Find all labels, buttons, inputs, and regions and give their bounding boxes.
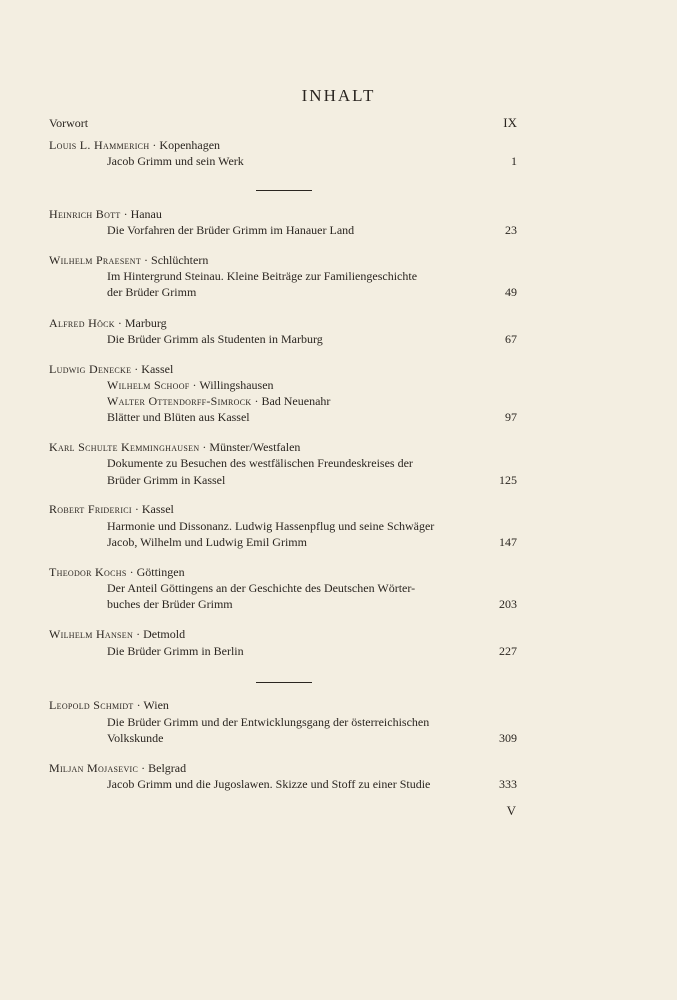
entry-coauthor: Walter Ottendorff-Simrock xyxy=(107,394,252,408)
entry-title-cont: Brüder Grimm in Kassel xyxy=(107,473,226,487)
entry-page: 49 xyxy=(505,285,517,299)
entry-title: Im Hintergrund Steinau. Kleine Beiträge zur Familiengeschichte xyxy=(107,269,418,283)
separator-dot: · xyxy=(123,207,128,221)
entry-title: Die Brüder Grimm als Studenten in Marburg xyxy=(107,332,323,346)
vorwort-page: IX xyxy=(503,115,517,130)
separator-dot: · xyxy=(134,362,139,376)
separator-dot: · xyxy=(134,502,139,516)
entry-author-line xyxy=(49,564,185,580)
entry-coauthor-line xyxy=(107,377,274,393)
entry-place: Münster/Westfalen xyxy=(209,440,301,454)
entry-author-line xyxy=(49,697,169,713)
entry-page: 67 xyxy=(505,332,517,346)
entry-page: 1 xyxy=(511,154,517,168)
entry-place: Willingshausen xyxy=(199,378,274,392)
entry-title: Die Brüder Grimm in Berlin xyxy=(107,644,244,658)
entry-title: Blätter und Blüten aus Kassel xyxy=(107,410,250,424)
entry-title: Jacob Grimm und sein Werk xyxy=(107,154,244,168)
entry-title-cont: Jacob, Wilhelm und Ludwig Emil Grimm xyxy=(107,535,307,549)
entry-title: Der Anteil Göttingens an der Geschichte des Deutschen Wörter- xyxy=(107,581,416,595)
entry-author: Wilhelm Praesent xyxy=(49,253,142,267)
entry-page: 147 xyxy=(499,535,517,549)
entry-place: Kassel xyxy=(141,362,174,376)
entry-place: Wien xyxy=(143,698,169,712)
entry-place: Marburg xyxy=(124,316,167,330)
entry-author-line xyxy=(49,137,220,153)
entry-title-cont: buches der Brüder Grimm xyxy=(107,597,233,611)
separator-dot: · xyxy=(141,761,146,775)
entry-author: Miljan Mojasevic xyxy=(49,761,139,775)
entry-coauthor: Wilhelm Schoof xyxy=(107,378,190,392)
vorwort-label: Vorwort xyxy=(49,116,89,130)
entry-author: Theodor Kochs xyxy=(49,565,127,579)
entry-author-line xyxy=(49,361,173,377)
entry-place: Belgrad xyxy=(148,761,187,775)
separator-dot: · xyxy=(192,378,197,392)
entry-author: Robert Friderici xyxy=(49,502,132,516)
entry-title-cont: Volkskunde xyxy=(107,731,164,745)
divider-rule xyxy=(256,190,312,191)
separator-dot: · xyxy=(254,394,259,408)
entry-title: Harmonie und Dissonanz. Ludwig Hassenpflug und seine Schwäger xyxy=(107,519,435,533)
entry-place: Hanau xyxy=(130,207,162,221)
entry-place: Göttingen xyxy=(136,565,185,579)
entry-page: 97 xyxy=(505,410,517,424)
entry-author-line xyxy=(49,439,300,455)
entry-place: Detmold xyxy=(143,627,186,641)
entry-title: Die Vorfahren der Brüder Grimm im Hanauer Land xyxy=(107,223,355,237)
divider-rule xyxy=(256,682,312,683)
entry-author: Wilhelm Hansen xyxy=(49,627,134,641)
page-number: V xyxy=(506,803,516,818)
entry-page: 309 xyxy=(499,731,517,745)
entry-page: 203 xyxy=(499,597,517,611)
entry-place: Kopenhagen xyxy=(159,138,221,152)
entry-page: 125 xyxy=(499,473,517,487)
entry-author: Ludwig Denecke xyxy=(49,362,132,376)
separator-dot: · xyxy=(144,253,149,267)
entry-title-cont: der Brüder Grimm xyxy=(107,285,197,299)
entry-author-line xyxy=(49,760,186,776)
entry-author: Louis L. Hammerich xyxy=(49,138,150,152)
entry-place: Bad Neuenahr xyxy=(261,394,331,408)
separator-dot: · xyxy=(136,698,141,712)
separator-dot: · xyxy=(129,565,134,579)
entry-author-line xyxy=(49,626,185,642)
separator-dot: · xyxy=(202,440,207,454)
entry-title: Dokumente zu Besuchen des westfälischen Freundeskreises der xyxy=(107,456,413,470)
entry-author-line xyxy=(49,315,167,331)
entry-title: Die Brüder Grimm und der Entwicklungsgang der österreichischen xyxy=(107,715,430,729)
entry-author-line xyxy=(49,252,208,268)
entry-page: 227 xyxy=(499,644,517,658)
separator-dot: · xyxy=(152,138,157,152)
entry-coauthor-line xyxy=(107,393,330,409)
entry-title: Jacob Grimm und die Jugoslawen. Skizze und Stoff zu einer Studie xyxy=(107,777,431,791)
entry-place: Kassel xyxy=(141,502,174,516)
separator-dot: · xyxy=(136,627,141,641)
entry-author-line xyxy=(49,501,174,517)
entry-author: Heinrich Bott xyxy=(49,207,121,221)
page-title: INHALT xyxy=(301,86,376,105)
entry-author: Leopold Schmidt xyxy=(49,698,134,712)
entry-page: 333 xyxy=(499,777,517,791)
entry-author: Alfred Höck xyxy=(49,316,115,330)
entry-page: 23 xyxy=(505,223,517,237)
separator-dot: · xyxy=(117,316,122,330)
entry-author: Karl Schulte Kemminghausen xyxy=(49,440,200,454)
entry-author-line xyxy=(49,206,162,222)
entry-place: Schlüchtern xyxy=(151,253,209,267)
